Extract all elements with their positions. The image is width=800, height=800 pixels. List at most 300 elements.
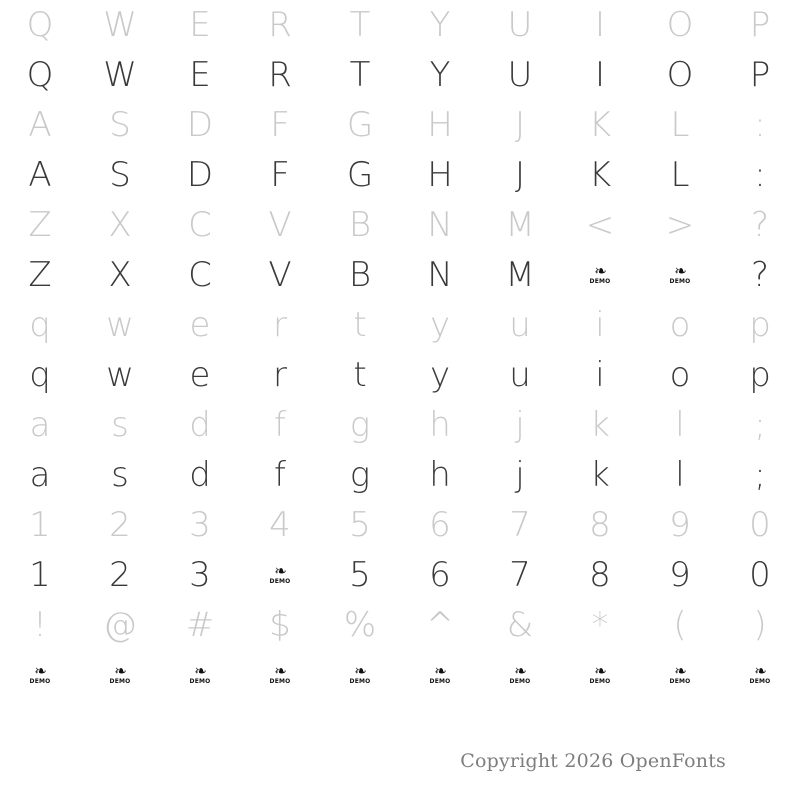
glyph-cell bbox=[80, 400, 160, 450]
glyph-character: B bbox=[348, 255, 372, 295]
glyph-character: ? bbox=[750, 255, 770, 295]
demo-label: DEMO bbox=[589, 277, 611, 285]
glyph-cell bbox=[160, 400, 240, 450]
demo-label: DEMO bbox=[269, 577, 291, 585]
glyph-character: 5 bbox=[349, 505, 371, 545]
glyph-character: 9 bbox=[669, 555, 691, 595]
demo-stamp bbox=[0, 650, 80, 700]
glyph-cell bbox=[160, 450, 240, 500]
glyph-character: T bbox=[349, 55, 371, 95]
demo-stamp bbox=[80, 650, 160, 700]
glyph-cell bbox=[480, 100, 560, 150]
demo-label: DEMO bbox=[349, 677, 371, 685]
glyph-character: * bbox=[591, 605, 609, 645]
glyph-cell bbox=[720, 300, 800, 350]
demo-stamp bbox=[240, 650, 320, 700]
glyph-cell bbox=[320, 450, 400, 500]
glyph-character: L bbox=[670, 155, 690, 195]
glyph-cell bbox=[480, 200, 560, 250]
glyph-cell bbox=[400, 100, 480, 150]
glyph-character: a bbox=[29, 455, 51, 495]
glyph-cell bbox=[320, 250, 400, 300]
glyph-row bbox=[0, 50, 800, 100]
glyph-character: t bbox=[353, 355, 367, 395]
glyph-cell bbox=[720, 150, 800, 200]
glyph-character: G bbox=[346, 105, 374, 145]
glyph-character: P bbox=[749, 55, 771, 95]
glyph-cell bbox=[640, 400, 720, 450]
glyph-character: R bbox=[268, 5, 292, 45]
glyph-cell bbox=[240, 350, 320, 400]
glyph-character: H bbox=[427, 105, 453, 145]
glyph-cell bbox=[80, 300, 160, 350]
demo-stamp bbox=[640, 250, 720, 300]
glyph-character: s bbox=[111, 405, 129, 445]
glyph-row bbox=[0, 250, 800, 300]
glyph-cell bbox=[560, 150, 640, 200]
glyph-cell bbox=[480, 250, 560, 300]
glyph-cell bbox=[640, 500, 720, 550]
demo-label: DEMO bbox=[189, 677, 211, 685]
demo-stamp bbox=[240, 550, 320, 600]
glyph-cell bbox=[160, 600, 240, 650]
glyph-cell bbox=[400, 0, 480, 50]
glyph-cell bbox=[0, 500, 80, 550]
demo-stamp bbox=[400, 650, 480, 700]
glyph-row bbox=[0, 300, 800, 350]
glyph-character: ; bbox=[754, 405, 766, 445]
glyph-character: ) bbox=[753, 605, 767, 645]
glyph-cell bbox=[480, 500, 560, 550]
glyph-cell bbox=[160, 550, 240, 600]
demo-leaves-icon: ❧ bbox=[114, 662, 126, 681]
glyph-cell bbox=[0, 600, 80, 650]
glyph-cell bbox=[320, 350, 400, 400]
glyph-character: y bbox=[429, 355, 451, 395]
glyph-cell bbox=[160, 300, 240, 350]
glyph-cell bbox=[320, 0, 400, 50]
glyph-cell bbox=[480, 0, 560, 50]
glyph-row bbox=[0, 200, 800, 250]
demo-label: DEMO bbox=[669, 677, 691, 685]
glyph-character: r bbox=[273, 355, 287, 395]
glyph-character: 1 bbox=[29, 555, 51, 595]
glyph-character: d bbox=[189, 455, 211, 495]
glyph-character: S bbox=[109, 155, 131, 195]
glyph-character: K bbox=[588, 155, 612, 195]
glyph-character: y bbox=[429, 305, 451, 345]
glyph-character: A bbox=[28, 105, 52, 145]
glyph-cell bbox=[80, 200, 160, 250]
glyph-row bbox=[0, 550, 800, 600]
glyph-character: q bbox=[29, 355, 51, 395]
glyph-cell bbox=[480, 50, 560, 100]
glyph-cell bbox=[560, 400, 640, 450]
glyph-cell bbox=[560, 600, 640, 650]
glyph-character: X bbox=[108, 205, 132, 245]
glyph-character: 7 bbox=[509, 555, 531, 595]
glyph-cell bbox=[240, 200, 320, 250]
demo-leaves-icon: ❧ bbox=[434, 662, 446, 681]
glyph-cell bbox=[320, 100, 400, 150]
glyph-character: @ bbox=[103, 605, 137, 645]
glyph-cell bbox=[480, 550, 560, 600]
glyph-character: : bbox=[754, 105, 766, 145]
glyph-character: 2 bbox=[109, 555, 131, 595]
glyph-character: l bbox=[675, 455, 685, 495]
demo-label: DEMO bbox=[109, 677, 131, 685]
glyph-cell bbox=[560, 50, 640, 100]
demo-leaves-icon: ❧ bbox=[514, 662, 526, 681]
glyph-character: Y bbox=[429, 5, 451, 45]
glyph-character: o bbox=[669, 355, 691, 395]
glyph-cell bbox=[480, 150, 560, 200]
glyph-character: 3 bbox=[189, 555, 211, 595]
glyph-character: u bbox=[509, 355, 531, 395]
glyph-character: p bbox=[749, 355, 771, 395]
glyph-cell bbox=[240, 500, 320, 550]
demo-stamp bbox=[480, 650, 560, 700]
glyph-cell bbox=[400, 400, 480, 450]
glyph-row bbox=[0, 650, 800, 700]
glyph-character: Q bbox=[26, 5, 54, 45]
glyph-row bbox=[0, 100, 800, 150]
glyph-character: R bbox=[268, 55, 292, 95]
glyph-cell bbox=[640, 350, 720, 400]
glyph-character: & bbox=[506, 605, 534, 645]
glyph-cell bbox=[160, 50, 240, 100]
demo-label: DEMO bbox=[269, 677, 291, 685]
glyph-character: J bbox=[514, 105, 526, 145]
glyph-cell bbox=[320, 150, 400, 200]
glyph-character: O bbox=[666, 55, 694, 95]
glyph-character: o bbox=[669, 305, 691, 345]
glyph-character: Z bbox=[28, 255, 52, 295]
glyph-cell bbox=[240, 0, 320, 50]
glyph-character: d bbox=[189, 405, 211, 445]
demo-leaves-icon: ❧ bbox=[274, 562, 286, 581]
glyph-cell bbox=[240, 400, 320, 450]
glyph-cell bbox=[320, 300, 400, 350]
glyph-character: w bbox=[106, 305, 134, 345]
glyph-cell bbox=[480, 300, 560, 350]
glyph-character: # bbox=[185, 605, 215, 645]
glyph-cell bbox=[400, 550, 480, 600]
glyph-row bbox=[0, 150, 800, 200]
glyph-character: Y bbox=[429, 55, 451, 95]
glyph-character: W bbox=[103, 55, 137, 95]
demo-stamp bbox=[640, 650, 720, 700]
glyph-character: l bbox=[675, 405, 685, 445]
glyph-cell bbox=[240, 100, 320, 150]
glyph-cell bbox=[720, 250, 800, 300]
glyph-cell bbox=[240, 600, 320, 650]
glyph-cell bbox=[560, 500, 640, 550]
glyph-character: T bbox=[349, 5, 371, 45]
glyph-character: 0 bbox=[749, 505, 771, 545]
glyph-character: P bbox=[749, 5, 771, 45]
glyph-cell bbox=[80, 550, 160, 600]
glyph-cell bbox=[320, 600, 400, 650]
glyph-character: : bbox=[754, 155, 766, 195]
glyph-cell bbox=[640, 150, 720, 200]
glyph-character: 9 bbox=[669, 505, 691, 545]
glyph-character: r bbox=[273, 305, 287, 345]
glyph-cell bbox=[560, 100, 640, 150]
glyph-character: V bbox=[268, 205, 292, 245]
glyph-cell bbox=[400, 200, 480, 250]
glyph-cell bbox=[560, 200, 640, 250]
glyph-cell bbox=[0, 450, 80, 500]
glyph-character: k bbox=[590, 405, 610, 445]
glyph-cell bbox=[0, 400, 80, 450]
glyph-row bbox=[0, 400, 800, 450]
glyph-cell bbox=[720, 350, 800, 400]
glyph-cell bbox=[720, 400, 800, 450]
glyph-cell bbox=[560, 0, 640, 50]
glyph-character: g bbox=[349, 405, 371, 445]
glyph-character: N bbox=[427, 255, 453, 295]
demo-leaves-icon: ❧ bbox=[194, 662, 206, 681]
demo-label: DEMO bbox=[589, 677, 611, 685]
glyph-cell bbox=[160, 200, 240, 250]
glyph-character: $ bbox=[269, 605, 291, 645]
glyph-cell bbox=[160, 150, 240, 200]
glyph-character: D bbox=[186, 105, 214, 145]
glyph-character: K bbox=[588, 105, 612, 145]
glyph-character: 6 bbox=[429, 505, 451, 545]
glyph-cell bbox=[0, 350, 80, 400]
glyph-character: 3 bbox=[189, 505, 211, 545]
glyph-character: J bbox=[514, 155, 526, 195]
glyph-character: u bbox=[509, 305, 531, 345]
glyph-character: 7 bbox=[509, 505, 531, 545]
glyph-character: j bbox=[515, 455, 525, 495]
glyph-cell bbox=[80, 0, 160, 50]
demo-stamp bbox=[720, 650, 800, 700]
glyph-character: L bbox=[670, 105, 690, 145]
glyph-character: E bbox=[189, 55, 211, 95]
glyph-cell bbox=[80, 450, 160, 500]
glyph-character: i bbox=[595, 355, 605, 395]
glyph-cell bbox=[160, 500, 240, 550]
glyph-character: 1 bbox=[29, 505, 51, 545]
glyph-character: I bbox=[594, 5, 606, 45]
glyph-character: O bbox=[666, 5, 694, 45]
glyph-cell bbox=[80, 250, 160, 300]
glyph-character: D bbox=[186, 155, 214, 195]
glyph-character: w bbox=[106, 355, 134, 395]
glyph-character: Z bbox=[28, 205, 52, 245]
glyph-cell bbox=[80, 350, 160, 400]
glyph-cell bbox=[400, 500, 480, 550]
glyph-character: V bbox=[268, 255, 292, 295]
glyph-cell bbox=[480, 450, 560, 500]
glyph-character: A bbox=[28, 155, 52, 195]
glyph-cell bbox=[560, 350, 640, 400]
glyph-character: 4 bbox=[269, 505, 291, 545]
glyph-row bbox=[0, 600, 800, 650]
glyph-character: h bbox=[429, 455, 451, 495]
demo-leaves-icon: ❧ bbox=[674, 662, 686, 681]
glyph-character: p bbox=[749, 305, 771, 345]
glyph-cell bbox=[0, 0, 80, 50]
demo-label: DEMO bbox=[669, 277, 691, 285]
glyph-cell bbox=[400, 300, 480, 350]
demo-label: DEMO bbox=[429, 677, 451, 685]
glyph-character: % bbox=[343, 605, 377, 645]
glyph-cell bbox=[80, 150, 160, 200]
glyph-cell bbox=[720, 100, 800, 150]
glyph-character: 5 bbox=[349, 555, 371, 595]
glyph-cell bbox=[0, 250, 80, 300]
glyph-character: ! bbox=[33, 605, 47, 645]
glyph-character: ( bbox=[673, 605, 687, 645]
glyph-character: ^ bbox=[425, 605, 455, 645]
glyph-cell bbox=[640, 200, 720, 250]
glyph-cell bbox=[0, 100, 80, 150]
glyph-cell bbox=[0, 550, 80, 600]
glyph-cell bbox=[80, 100, 160, 150]
glyph-cell bbox=[640, 100, 720, 150]
glyph-cell bbox=[640, 50, 720, 100]
glyph-character: k bbox=[590, 455, 610, 495]
glyph-character: X bbox=[108, 255, 132, 295]
demo-stamp bbox=[560, 650, 640, 700]
glyph-cell bbox=[560, 300, 640, 350]
glyph-cell bbox=[160, 0, 240, 50]
glyph-character: Q bbox=[26, 55, 54, 95]
glyph-cell bbox=[720, 600, 800, 650]
glyph-character: f bbox=[274, 455, 286, 495]
demo-leaves-icon: ❧ bbox=[674, 262, 686, 281]
glyph-cell bbox=[240, 50, 320, 100]
glyph-character: j bbox=[515, 405, 525, 445]
glyph-character: B bbox=[348, 205, 372, 245]
glyph-character: ; bbox=[754, 455, 766, 495]
demo-stamp bbox=[160, 650, 240, 700]
glyph-character: M bbox=[505, 205, 535, 245]
glyph-cell bbox=[0, 200, 80, 250]
glyph-cell bbox=[720, 200, 800, 250]
demo-leaves-icon: ❧ bbox=[754, 662, 766, 681]
glyph-cell bbox=[480, 400, 560, 450]
glyph-cell bbox=[320, 50, 400, 100]
glyph-character: M bbox=[505, 255, 535, 295]
glyph-character: N bbox=[427, 205, 453, 245]
glyph-cell bbox=[80, 600, 160, 650]
glyph-cell bbox=[0, 150, 80, 200]
glyph-cell bbox=[80, 50, 160, 100]
glyph-character: S bbox=[109, 105, 131, 145]
demo-label: DEMO bbox=[749, 677, 771, 685]
glyph-cell bbox=[400, 50, 480, 100]
glyph-character: g bbox=[349, 455, 371, 495]
demo-leaves-icon: ❧ bbox=[34, 662, 46, 681]
glyph-character: h bbox=[429, 405, 451, 445]
glyph-cell bbox=[720, 0, 800, 50]
glyph-row bbox=[0, 450, 800, 500]
glyph-cell bbox=[160, 100, 240, 150]
glyph-cell bbox=[320, 400, 400, 450]
glyph-cell bbox=[160, 350, 240, 400]
glyph-cell bbox=[320, 550, 400, 600]
glyph-cell bbox=[480, 350, 560, 400]
glyph-cell bbox=[720, 500, 800, 550]
glyph-character: F bbox=[270, 105, 290, 145]
glyph-character: G bbox=[346, 155, 374, 195]
demo-stamp bbox=[560, 250, 640, 300]
glyph-character: 2 bbox=[109, 505, 131, 545]
glyph-character: I bbox=[594, 55, 606, 95]
glyph-cell bbox=[80, 500, 160, 550]
demo-leaves-icon: ❧ bbox=[354, 662, 366, 681]
glyph-cell bbox=[720, 450, 800, 500]
glyph-cell bbox=[640, 600, 720, 650]
glyph-cell bbox=[400, 150, 480, 200]
glyph-character: e bbox=[189, 305, 211, 345]
glyph-character: 6 bbox=[429, 555, 451, 595]
glyph-cell bbox=[240, 300, 320, 350]
glyph-cell bbox=[480, 600, 560, 650]
glyph-cell bbox=[640, 0, 720, 50]
glyph-cell bbox=[560, 450, 640, 500]
demo-stamp bbox=[320, 650, 400, 700]
demo-leaves-icon: ❧ bbox=[594, 262, 606, 281]
glyph-cell bbox=[400, 450, 480, 500]
glyph-cell bbox=[0, 50, 80, 100]
copyright-text: Copyright 2026 OpenFonts bbox=[460, 750, 726, 772]
glyph-character: 8 bbox=[589, 505, 611, 545]
glyph-character: s bbox=[111, 455, 129, 495]
glyph-row bbox=[0, 500, 800, 550]
glyph-cell bbox=[0, 300, 80, 350]
glyph-cell bbox=[240, 450, 320, 500]
glyph-character: U bbox=[507, 5, 533, 45]
glyph-character: C bbox=[188, 205, 212, 245]
glyph-character: W bbox=[103, 5, 137, 45]
demo-leaves-icon: ❧ bbox=[274, 662, 286, 681]
glyph-character: F bbox=[270, 155, 290, 195]
glyph-cell bbox=[720, 50, 800, 100]
demo-label: DEMO bbox=[29, 677, 51, 685]
glyph-character: t bbox=[353, 305, 367, 345]
glyph-cell bbox=[240, 250, 320, 300]
glyph-cell bbox=[560, 550, 640, 600]
glyph-character: < bbox=[585, 205, 615, 245]
glyph-character: C bbox=[188, 255, 212, 295]
glyph-cell bbox=[400, 350, 480, 400]
glyph-character: q bbox=[29, 305, 51, 345]
glyph-character: e bbox=[189, 355, 211, 395]
glyph-character: 8 bbox=[589, 555, 611, 595]
glyph-cell bbox=[720, 550, 800, 600]
footer bbox=[0, 750, 800, 772]
demo-leaves-icon: ❧ bbox=[594, 662, 606, 681]
glyph-character: U bbox=[507, 55, 533, 95]
glyph-cell bbox=[240, 150, 320, 200]
glyph-cell bbox=[320, 500, 400, 550]
glyph-cell bbox=[400, 600, 480, 650]
glyph-cell bbox=[640, 300, 720, 350]
glyph-character: E bbox=[189, 5, 211, 45]
glyph-cell bbox=[400, 250, 480, 300]
glyph-cell bbox=[320, 200, 400, 250]
glyph-cell bbox=[640, 450, 720, 500]
glyph-character: i bbox=[595, 305, 605, 345]
demo-label: DEMO bbox=[509, 677, 531, 685]
glyph-character: 0 bbox=[749, 555, 771, 595]
